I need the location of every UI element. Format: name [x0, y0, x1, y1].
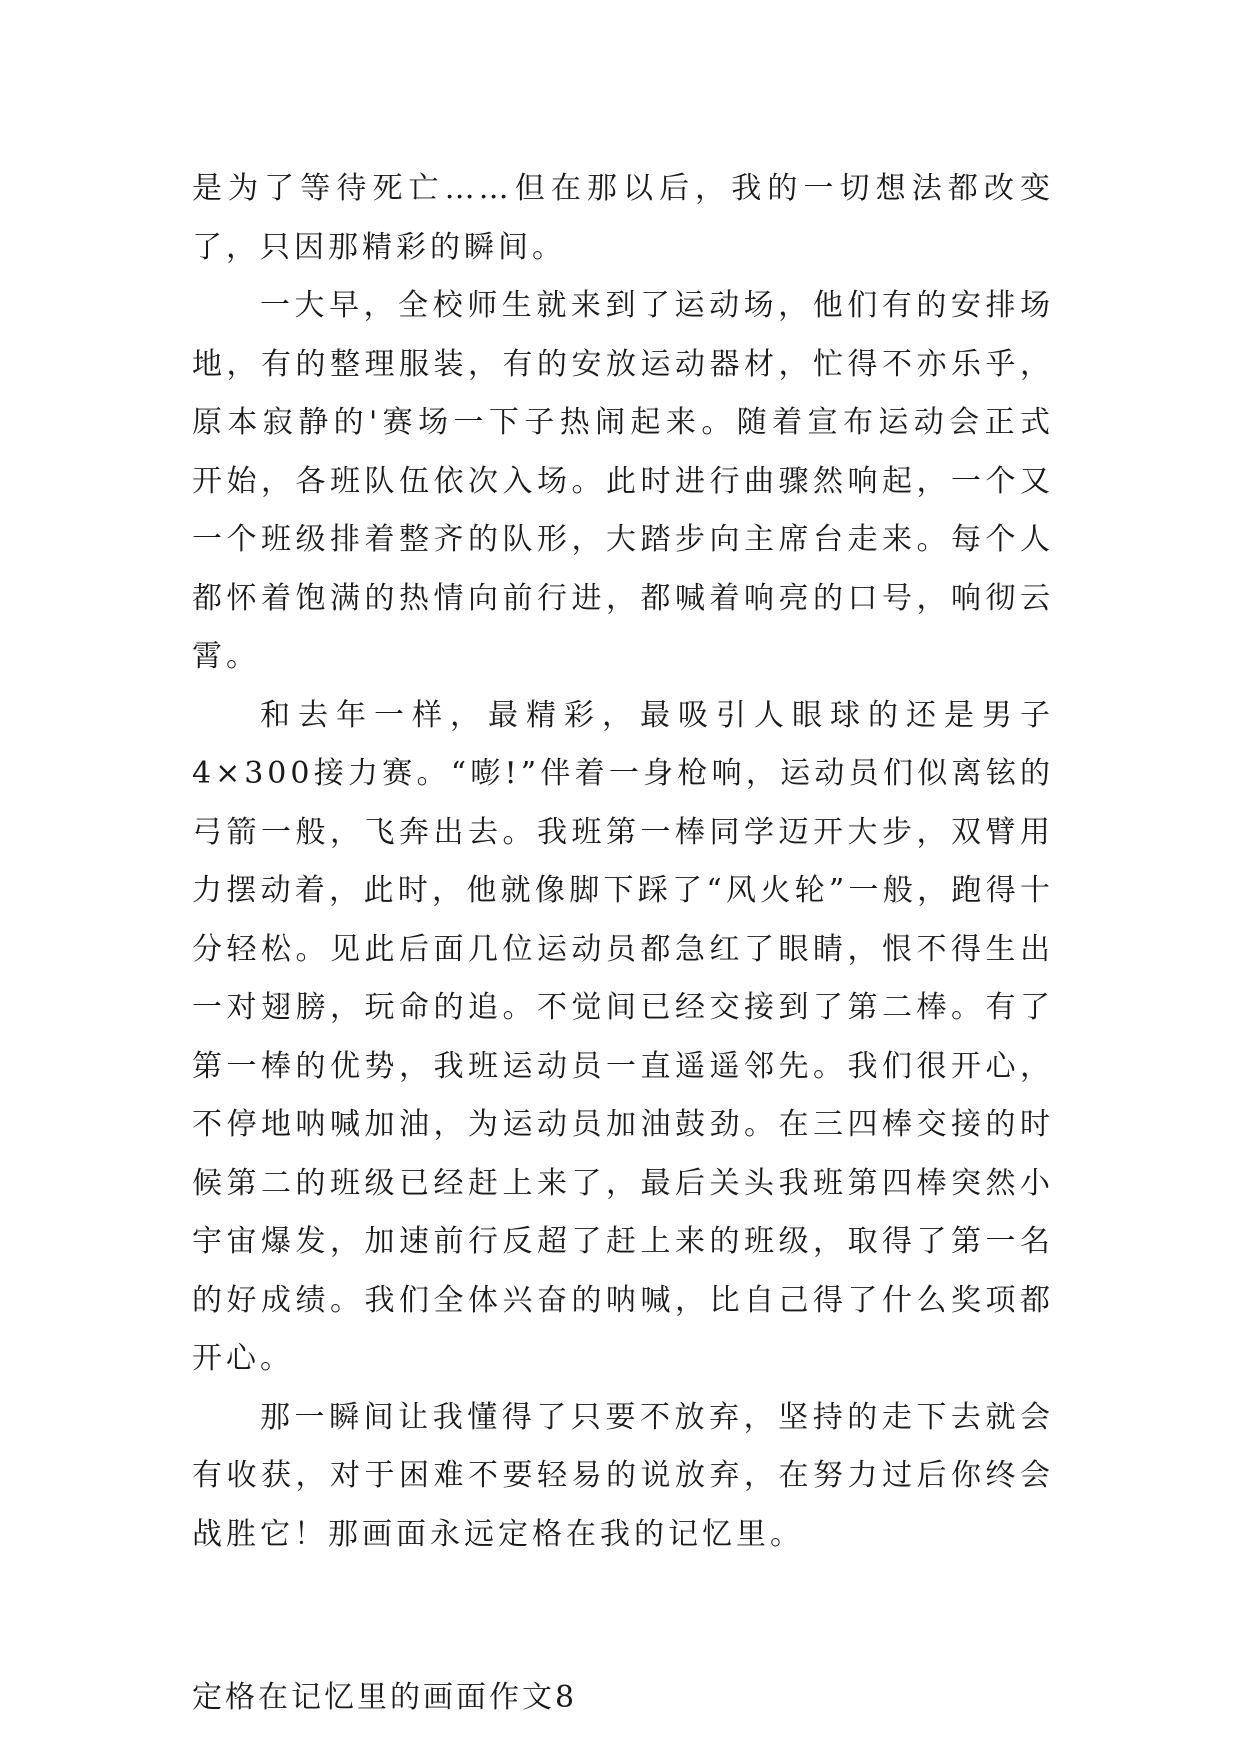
paragraph-1: 是为了等待死亡……但在那以后，我的一切想法都改变了，只因那精彩的瞬间。 [192, 171, 1054, 265]
document-body [192, 160, 1054, 1728]
paragraph-2: 一大早，全校师生就来到了运动场，他们有的安排场地，有的整理服装，有的安放运动器材，忙得不亦乐乎，原本寂静的'赛场一下子热闹起来。随着宣布运动会正式开始，各班队伍依次入场。此时进行曲骤然响起，一个又一个班级排着整齐的队形，大踏步向主席台走来。每个人都怀着饱满的热情向前行进，都喊着响亮的口号，响彻云霄。 [192, 288, 1054, 674]
paragraph-3: 和去年一样，最精彩，最吸引人眼球的还是男子4×300接力赛。“嘭!”伴着一身枪响，运动员们似离铉的弓箭一般，飞奔出去。我班第一棒同学迈开大步，双臂用力摆动着，此时，他就像脚下踩了“风火轮”一般，跑得十分轻松。见此后面几位运动员都急红了眼睛，恨不得生出一对翅膀，玩命的追。不觉间已经交接到了第二棒。有了第一棒的优势，我班运动员一直遥遥邻先。我们很开心，不停地呐喊加油，为运动员加油鼓劲。在三四棒交接的时候第二的班级已经赶上来了，最后关头我班第四棒突然小宇宙爆发，加速前行反超了赶上来的班级，取得了第一名的好成绩。我们全体兴奋的呐喊，比自己得了什么奖项都开心。 [192, 697, 1054, 1376]
section-heading: 定格在记忆里的画面作文8 [192, 1680, 578, 1715]
paragraph-4: 那一瞬间让我懂得了只要不放弃，坚持的走下去就会有收获，对于困难不要轻易的说放弃，在努力过后你终会战胜它！那画面永远定格在我的记忆里。 [192, 1399, 1054, 1552]
